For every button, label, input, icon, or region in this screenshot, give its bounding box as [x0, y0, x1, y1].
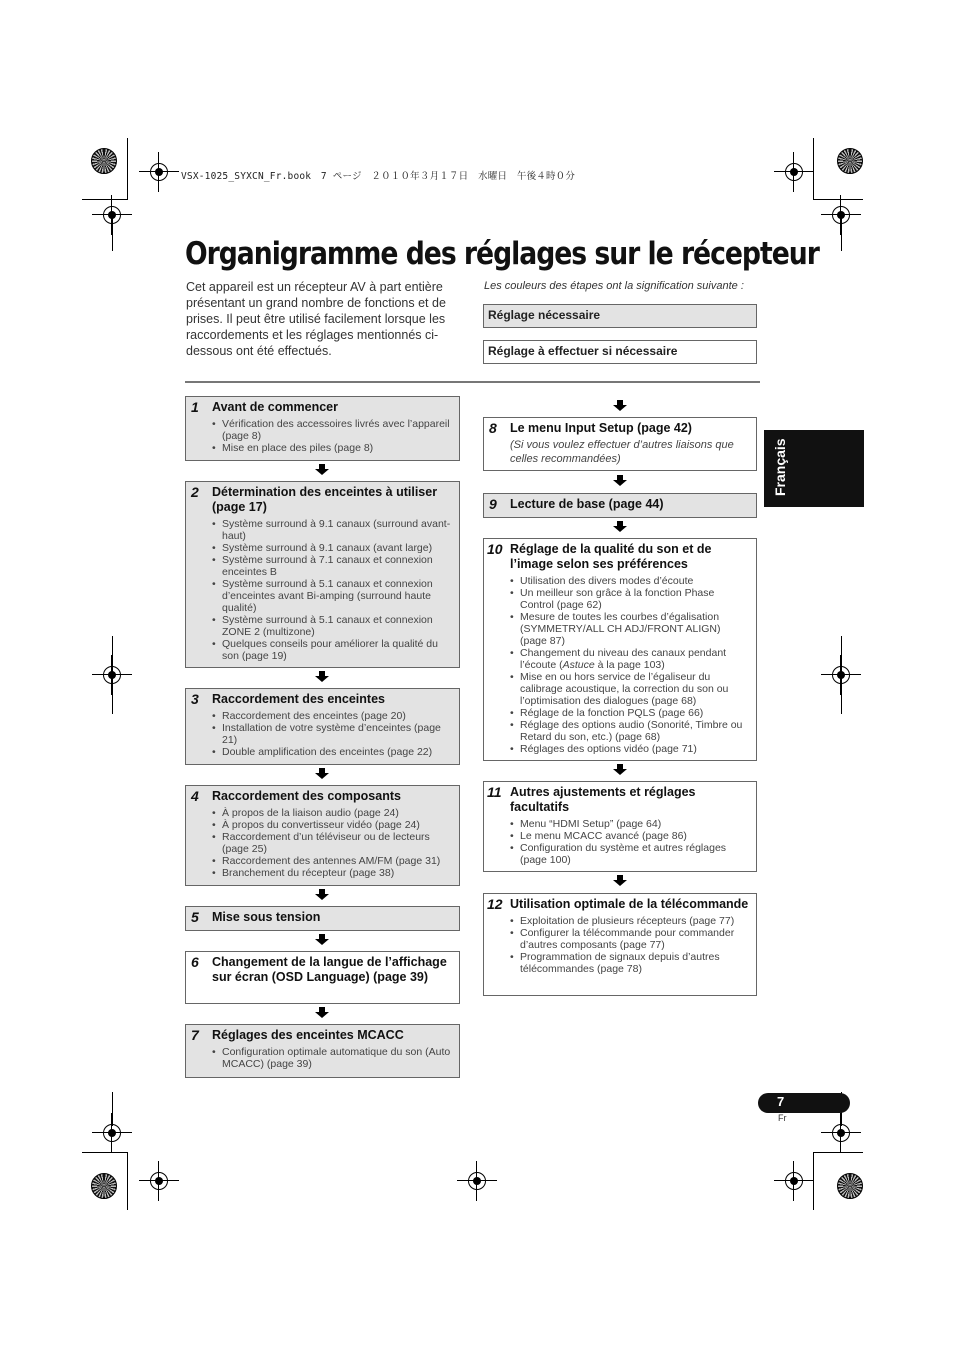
step-number: 3 [191, 691, 199, 707]
list-item: • Mise en place des piles (page 8) [212, 442, 453, 454]
page-title: Organigramme des réglages sur le récepteur [185, 236, 819, 272]
step-8-box [483, 417, 757, 471]
list-item: • Vérification des accessoires livrés avec l’appareil (page 8) [212, 418, 453, 442]
list-item: • Menu “HDMI Setup” (page 64) [510, 818, 750, 830]
language-tab-label [764, 430, 804, 507]
registration-star-icon [91, 1173, 117, 1199]
section-divider [185, 381, 760, 383]
step-number: 8 [489, 420, 497, 436]
list-item: • Le menu MCACC avancé (page 86) [510, 830, 750, 842]
legend-optional: Réglage à effectuer si nécessaire [483, 340, 757, 364]
list-item: • Réglages des options vidéo (page 71) [510, 743, 750, 755]
list-item: • À propos de la liaison audio (page 24) [212, 807, 453, 819]
step-title: Raccordement des enceintes [212, 692, 385, 706]
step-number: 1 [191, 399, 199, 415]
step-10-box [483, 538, 757, 761]
step-6-box [185, 951, 460, 1004]
list-item: • Un meilleur son grâce à la fonction Phase Control (page 62) [510, 587, 750, 611]
item-text: Changement du niveau des canaux pendant l’écoute ( [520, 647, 727, 671]
list-item: • Raccordement d’un téléviseur ou de lecteurs (page 25) [212, 831, 453, 855]
list-item: • Mise en ou hors service de l’égaliseur du calibrage acoustique, la correction du son ou l’optimisation des dialogues (page 68) [510, 671, 750, 707]
step-title: Lecture de base (page 44) [510, 497, 664, 511]
list-item: • Programmation de signaux depuis d’autres télécommandes (page 78) [510, 951, 750, 975]
page-number-tab [758, 1093, 850, 1113]
step-title: Autres ajustements et réglages facultatifs [510, 785, 696, 814]
list-item: • Configuration du système et autres réglages (page 100) [510, 842, 750, 866]
list-item: • Branchement du récepteur (page 38) [212, 867, 453, 879]
step-7-box [185, 1024, 460, 1078]
registration-star-icon [837, 148, 863, 174]
list-item: • Quelques conseils pour améliorer la qualité du son (page 19) [212, 638, 453, 662]
step-3-box [185, 688, 460, 765]
item-text-italic: Astuce [562, 659, 595, 671]
registration-mark-icon [832, 666, 850, 684]
registration-mark-icon [103, 666, 121, 684]
step-number: 12 [487, 896, 503, 912]
registration-mark-icon [832, 1124, 850, 1142]
list-item: • Mesure de toutes les courbes d’égalisation (SYMMETRY/ALL CH ADJ/FRONT ALIGN) (page 87) [510, 611, 750, 647]
step-number: 11 [487, 784, 502, 800]
step-title: Réglages des enceintes MCACC [212, 1028, 404, 1042]
registration-mark-icon [103, 1124, 121, 1142]
step-11-box [483, 781, 757, 872]
list-item: • Double amplification des enceintes (page 22) [212, 746, 453, 758]
page-language-code: Fr [778, 1113, 787, 1123]
step-number: 10 [487, 541, 503, 557]
step-note: (Si vous voulez effectuer d’autres liaisons que celles recommandées) [510, 439, 734, 465]
step-title: Le menu Input Setup (page 42) [510, 421, 692, 435]
list-item: • Système surround à 5.1 canaux et connexion d’enceintes avant Bi-amping (surround haute qualité) [212, 578, 453, 614]
list-item: • Exploitation de plusieurs récepteurs (page 77) [510, 915, 750, 927]
intro-paragraph: Cet appareil est un récepteur AV à part entière présentant un grand nombre de fonctions et de prises. Il peut être utilisé facilement lorsque les raccordements et les réglages mentionnés ci-dessous ont été effectués. [186, 280, 446, 358]
registration-mark-icon [468, 1172, 486, 1190]
registration-mark-icon [103, 206, 121, 224]
step-1-box [185, 396, 460, 461]
step-12-box [483, 893, 757, 996]
registration-mark-icon [150, 163, 168, 181]
list-item [510, 647, 750, 671]
step-number: 7 [191, 1027, 199, 1043]
list-item: • Configuration optimale automatique du son (Auto MCACC) (page 39) [212, 1046, 453, 1070]
language-tab-text: Français [772, 438, 788, 496]
list-item: • À propos du convertisseur vidéo (page 24) [212, 819, 453, 831]
step-title: Mise sous tension [212, 910, 321, 924]
step-2-box [185, 481, 460, 668]
list-item: • Raccordement des antennes AM/FM (page 31) [212, 855, 453, 867]
registration-mark-icon [785, 163, 803, 181]
step-number: 9 [489, 496, 497, 512]
legend-caption: Les couleurs des étapes ont la signification suivante : [484, 280, 744, 292]
registration-star-icon [837, 1173, 863, 1199]
step-number: 5 [191, 909, 199, 925]
step-4-box [185, 785, 460, 886]
step-number: 4 [191, 788, 199, 804]
list-item: • Réglage de la fonction PQLS (page 66) [510, 707, 750, 719]
print-meta-header: VSX-1025_SYXCN_Fr.book 7 ページ ２０１０年３月１７日 水曜日 午後４時０分 [181, 171, 576, 182]
step-title: Raccordement des composants [212, 789, 401, 803]
list-item: • Système surround à 7.1 canaux et connexion enceintes B [212, 554, 453, 578]
list-item: • Réglage des options audio (Sonorité, Timbre ou Retard du son, etc.) (page 68) [510, 719, 750, 743]
registration-star-icon [91, 148, 117, 174]
step-title: Détermination des enceintes à utiliser (page 17) [212, 485, 438, 514]
page-number: 7 [777, 1094, 785, 1109]
list-item: • Utilisation des divers modes d’écoute [510, 575, 750, 587]
registration-mark-icon [832, 206, 850, 224]
registration-mark-icon [785, 1172, 803, 1190]
list-item: • Raccordement des enceintes (page 20) [212, 710, 453, 722]
registration-mark-icon [150, 1172, 168, 1190]
step-5-box [185, 906, 460, 931]
list-item: • Installation de votre système d’enceintes (page 21) [212, 722, 453, 746]
step-title: Avant de commencer [212, 400, 338, 414]
step-title: Changement de la langue de l’affichage sur écran (OSD Language) (page 39) [212, 955, 447, 984]
step-title: Utilisation optimale de la télécommande [510, 897, 749, 911]
legend-required: Réglage nécessaire [483, 304, 757, 328]
step-number: 2 [191, 484, 199, 500]
list-item: • Système surround à 5.1 canaux et connexion ZONE 2 (multizone) [212, 614, 453, 638]
step-9-box [483, 493, 757, 518]
list-item: • Configurer la télécommande pour commander d’autres composants (page 77) [510, 927, 750, 951]
item-text: à la page 103) [594, 659, 665, 671]
step-number: 6 [191, 954, 199, 970]
list-item: • Système surround à 9.1 canaux (avant large) [212, 542, 453, 554]
step-title: Réglage de la qualité du son et de l’image selon ses préférences [510, 542, 712, 571]
list-item: • Système surround à 9.1 canaux (surround avant-haut) [212, 518, 453, 542]
